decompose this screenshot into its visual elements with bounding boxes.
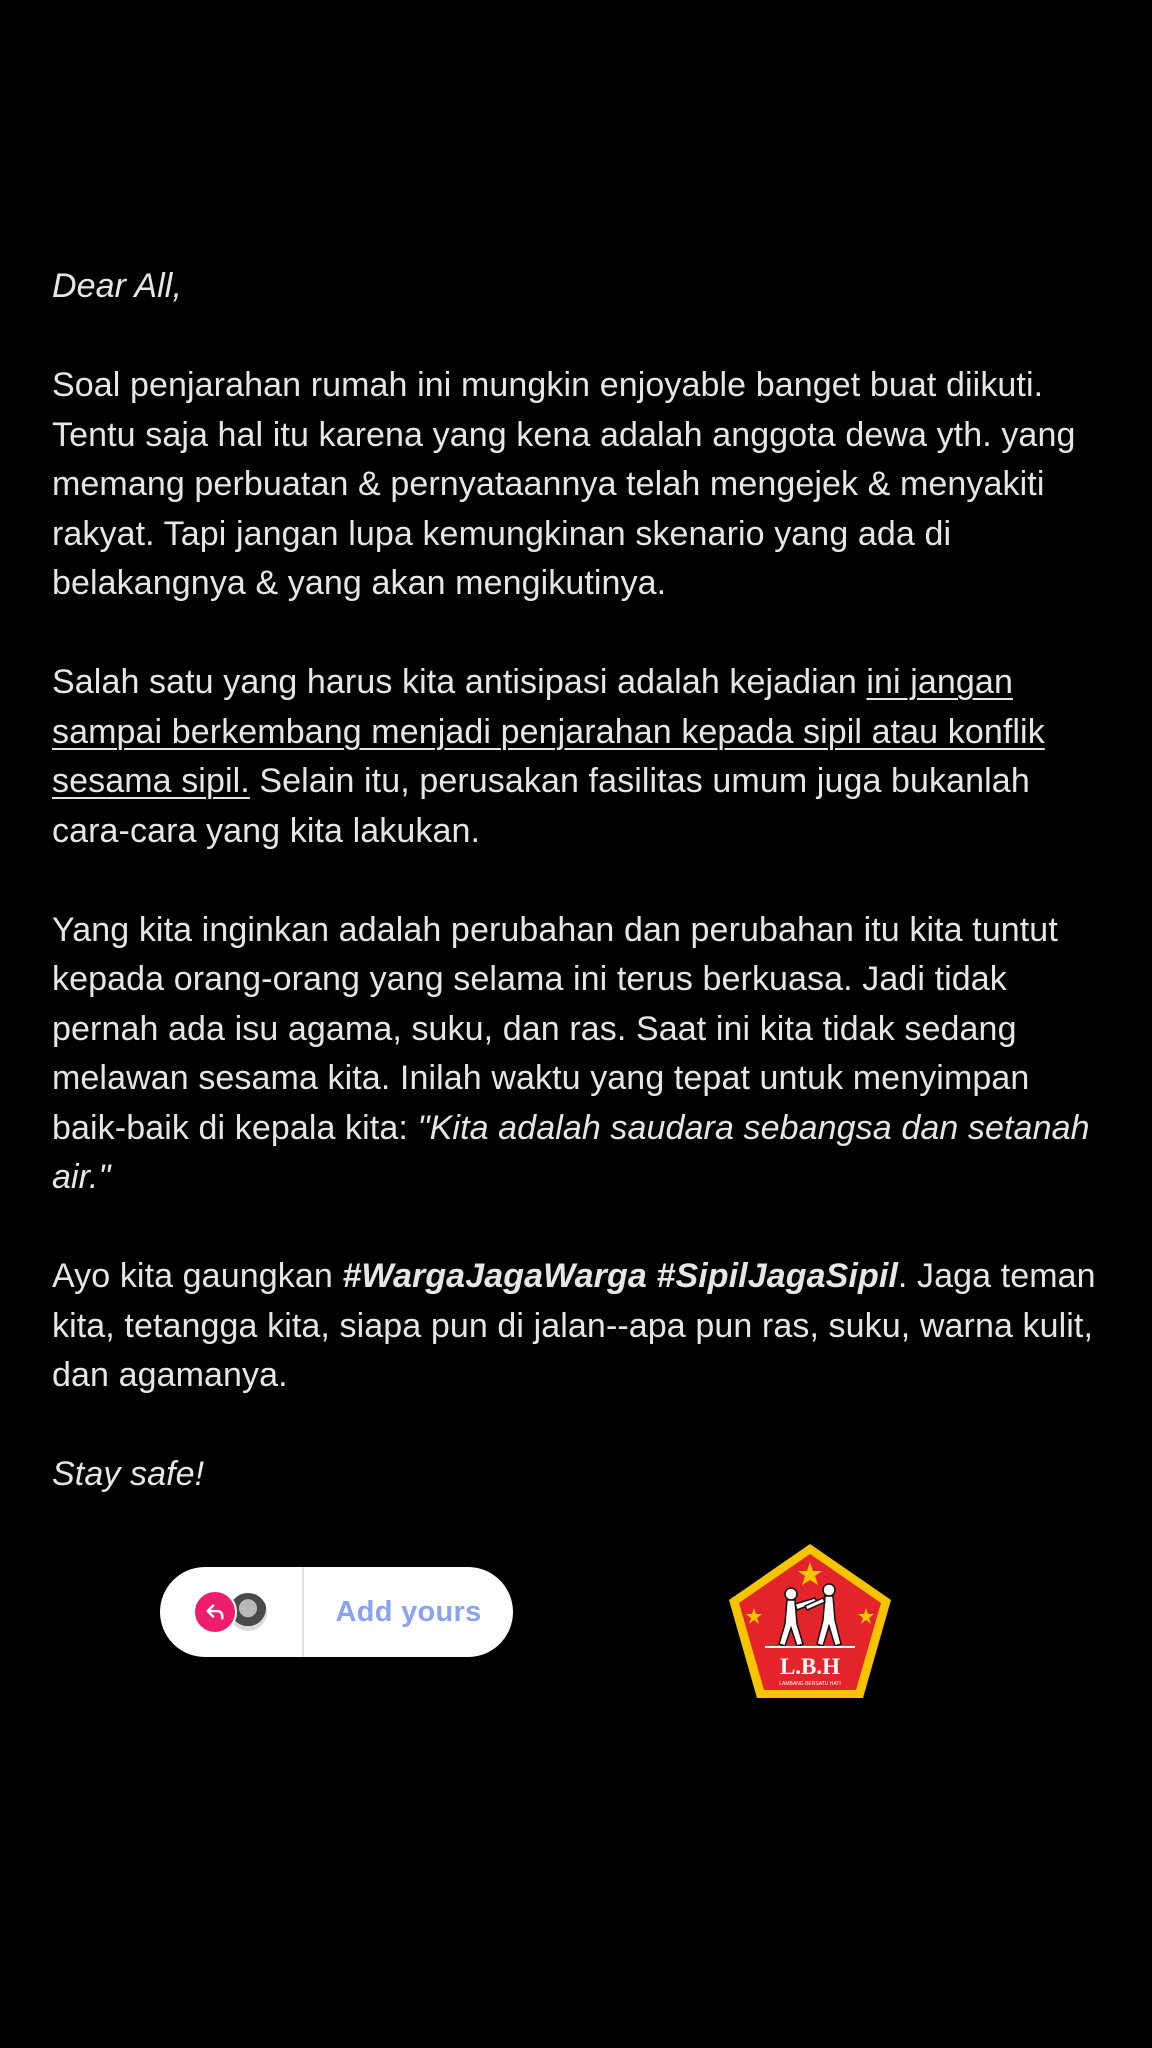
paragraph-4-end: . Jaga teman kita, tetangga kita, siapa pun di jalan--apa pun ras, suku, warna kulit, dan agamanya. xyxy=(52,1257,1096,1394)
greeting-text: Dear All, xyxy=(52,267,183,305)
add-yours-participants xyxy=(160,1567,302,1657)
paragraph-2 xyxy=(52,658,1112,856)
signoff xyxy=(52,1450,1112,1500)
paragraph-3-quote: "Kita adalah saudara sebangsa dan setanah air." xyxy=(52,1108,1090,1196)
lbh-logo xyxy=(725,1540,895,1702)
logo-text: L.B.H xyxy=(779,1654,841,1679)
paragraph-3-start: Yang kita inginkan adalah perubahan dan perubahan itu kita tuntut kepada orang-orang yang selama ini terus berkuasa. Jadi tidak pernah ada isu agama, suku, dan ras. Saat ini kita tidak sedang melawan sesama kita. Inilah waktu yang tepat untuk menyimpan baik-baik di kepala kita: xyxy=(52,910,1058,1147)
add-yours-label[interactable]: Add yours xyxy=(335,1595,482,1628)
paragraph-1: Soal penjarahan rumah ini mungkin enjoyable banget buat diikuti. Tentu saja hal itu karena yang kena adalah anggota dewa yth. yang memang perbuatan & pernyataannya telah mengejek & menyakiti rakyat. Tapi jangan lupa kemungkinan skenario yang ada di belakangnya & yang akan mengikutinya. xyxy=(52,366,1076,602)
reply-arrow-icon xyxy=(193,1590,237,1634)
signoff-text: Stay safe! xyxy=(52,1455,205,1493)
greeting xyxy=(52,262,1112,312)
paragraph-4-start: Ayo kita gaungkan xyxy=(52,1257,343,1295)
paragraph-2-end: Selain itu, perusakan fasilitas umum juga bukanlah cara-cara yang kita lakukan. xyxy=(52,762,1030,850)
story-text xyxy=(52,262,1112,1500)
paragraph-3 xyxy=(52,906,1112,1203)
paragraph-2-underlined: ini jangan sampai berkembang menjadi penjarahan kepada sipil atau konflik sesama sipil. xyxy=(52,663,1045,800)
hashtags: #WargaJagaWarga #SipilJagaSipil xyxy=(342,1257,898,1295)
add-yours-sticker[interactable] xyxy=(160,1567,513,1657)
paragraph-4 xyxy=(52,1252,1112,1401)
paragraph-2-start: Salah satu yang harus kita antisipasi adalah kejadian xyxy=(52,663,867,701)
logo-subtitle: LAMBANG BERSATU HATI xyxy=(779,1681,841,1687)
